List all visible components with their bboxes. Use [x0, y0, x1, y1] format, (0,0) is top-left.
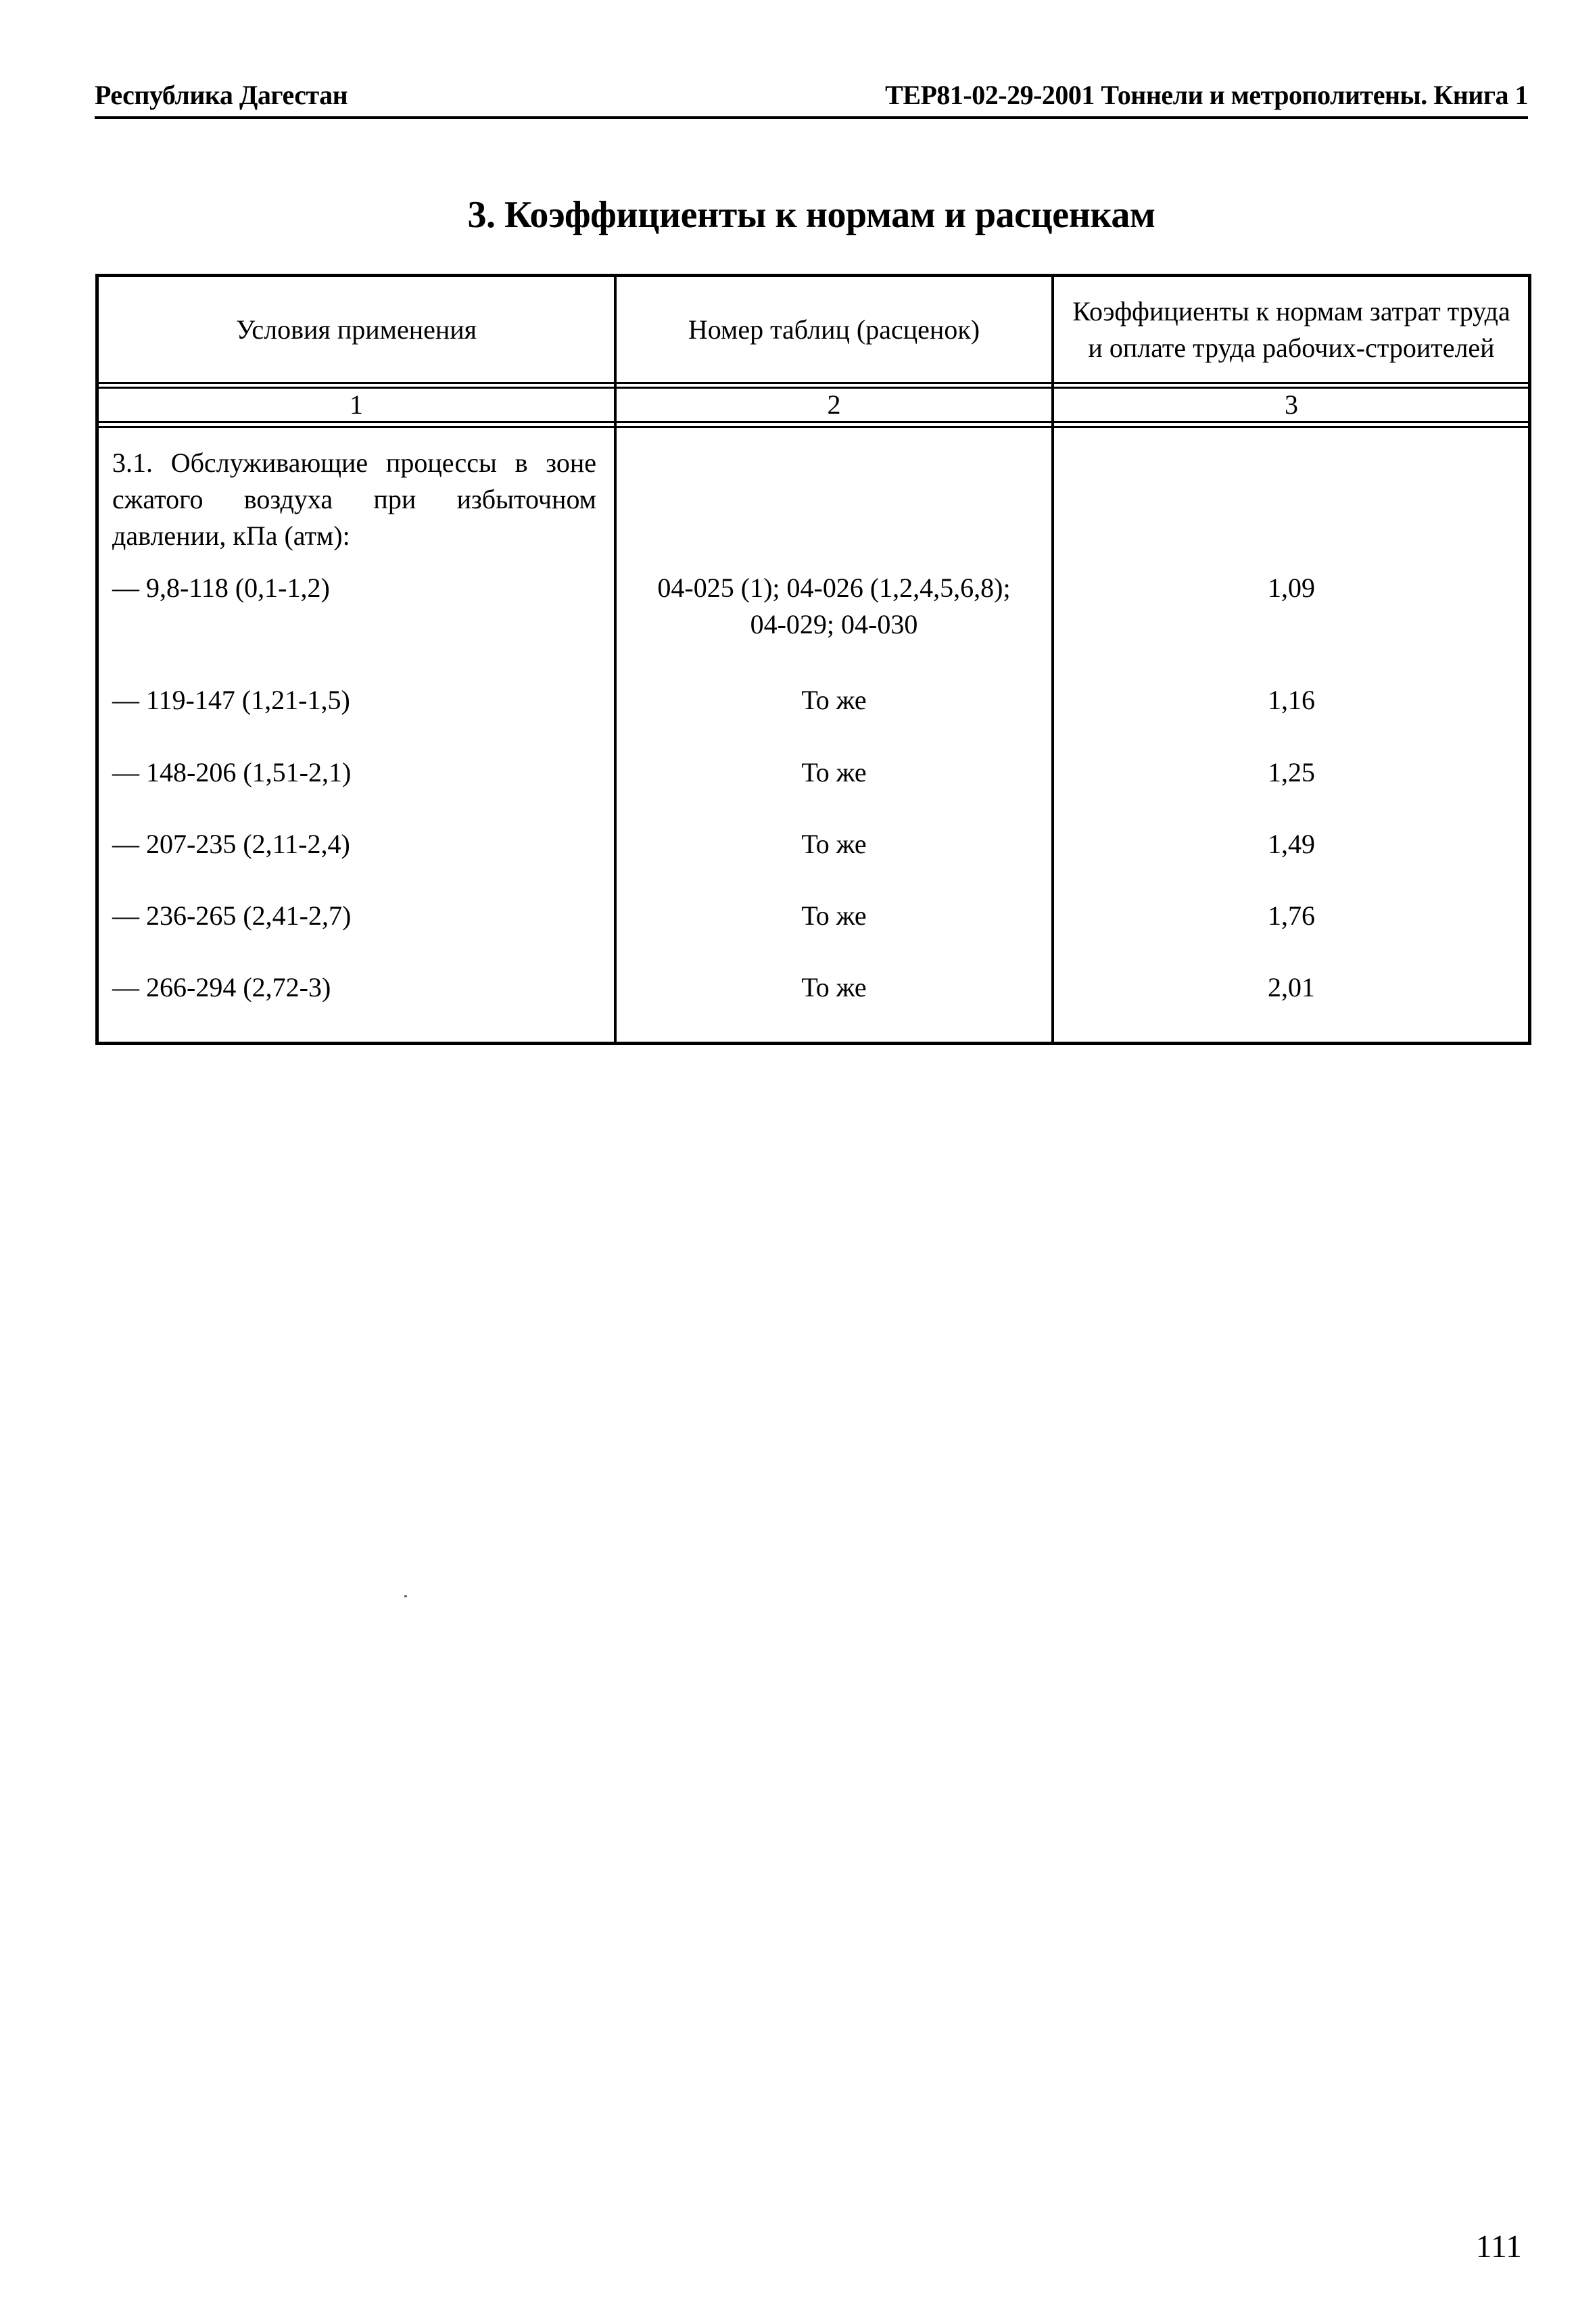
table-row-tables: То же	[801, 972, 867, 1002]
table-row-tables: То же	[801, 685, 867, 715]
header-document-code: ТЕР81-02-29-2001 Тоннели и метрополитены. Книга 1	[885, 80, 1528, 110]
table-row-coefficient: 1,25	[1268, 757, 1315, 788]
table-row-condition: — 119-147 (1,21-1,5)	[112, 685, 350, 715]
table-row-condition: — 9,8-118 (0,1-1,2)	[112, 573, 330, 603]
table-row-condition: — 266-294 (2,72-3)	[112, 972, 331, 1002]
table-row-coefficient: 1,16	[1268, 685, 1315, 715]
column-header-tables: Номер таблиц (расценок)	[688, 314, 980, 345]
table-row-tables: То же	[801, 900, 867, 931]
scan-speck	[404, 1595, 407, 1597]
column-header-conditions: Условия применения	[235, 314, 477, 345]
column-number-3: 3	[1285, 389, 1298, 420]
column-header-coefficients: Коэффициенты к нормам затрат труда и оплате труда рабочих-строителей	[1072, 295, 1510, 363]
table-divider	[99, 421, 1528, 423]
table-row-coefficient: 1,49	[1268, 829, 1315, 859]
table-row-tables: То же	[801, 757, 867, 788]
coefficients-table	[95, 274, 1531, 1045]
table-divider	[99, 382, 1528, 384]
table-divider	[99, 426, 1528, 428]
table-row-condition: — 236-265 (2,41-2,7)	[112, 900, 352, 931]
section-title: 3. Коэффициенты к нормам и расценкам	[467, 194, 1155, 236]
table-row-condition: — 148-206 (1,51-2,1)	[112, 757, 352, 788]
table-row-coefficient: 1,09	[1268, 573, 1315, 603]
section-heading: 3.1. Обслуживающие процессы в зоне сжатого воздуха при избыточном давлении, кПа (атм):	[112, 447, 596, 551]
page-number: 111	[1475, 2229, 1522, 2265]
table-row-condition: — 207-235 (2,11-2,4)	[112, 829, 350, 859]
table-row-tables: 04-025 (1); 04-026 (1,2,4,5,6,8); 04-029; 04-030	[657, 573, 1011, 639]
table-row-tables: То же	[801, 829, 867, 859]
column-number-1: 1	[350, 389, 363, 420]
page-header	[95, 73, 1528, 119]
table-row-coefficient: 1,76	[1268, 900, 1315, 931]
header-region: Республика Дагестан	[95, 80, 348, 110]
column-number-2: 2	[827, 389, 841, 420]
table-row-coefficient: 2,01	[1268, 972, 1315, 1002]
